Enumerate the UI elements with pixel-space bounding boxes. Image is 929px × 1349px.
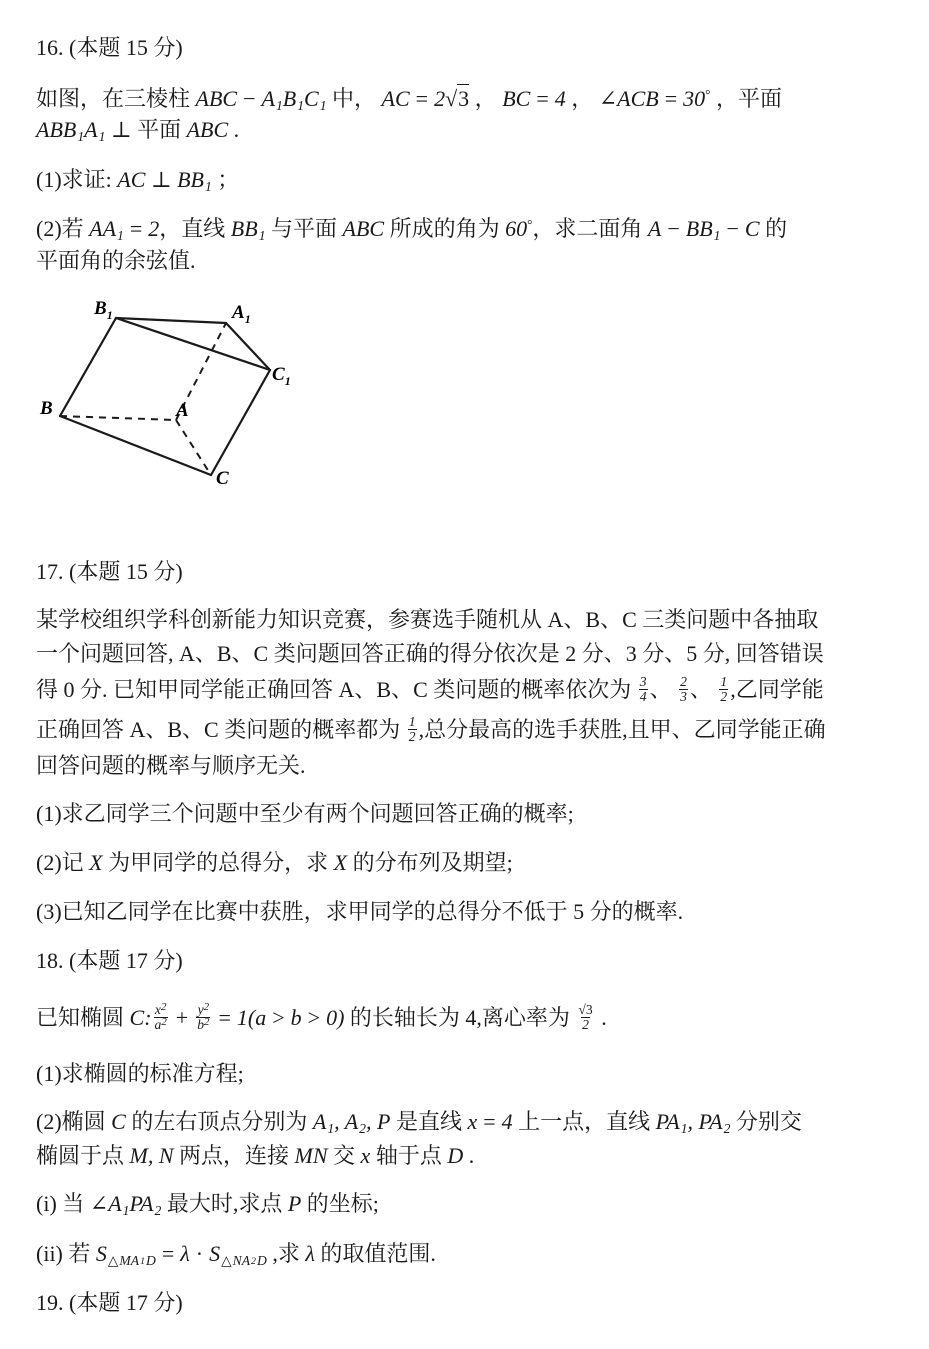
q18-pi-a: (i) 当 <box>36 1191 85 1216</box>
label-c: C <box>216 468 229 489</box>
q16-p2-mid3: 所成的角为 <box>389 216 500 241</box>
q18-mn2: MN <box>294 1143 328 1168</box>
q18-part-ii <box>36 1240 436 1273</box>
q18-p2a: (2)椭圆 <box>36 1109 106 1134</box>
q16-p2-end: 的 <box>765 216 788 241</box>
q18-point-d: D <box>447 1143 464 1168</box>
label-a: A <box>176 400 189 421</box>
q16-line-2: ABB1A1 ⊥ 平面 ABC . <box>36 117 240 145</box>
q18-pts: A1, A2, P <box>312 1109 391 1137</box>
edge-b-a <box>60 416 176 420</box>
q18-line-2 <box>36 1142 474 1170</box>
edge-b-c <box>60 416 211 475</box>
q18-pii-b: ,求 <box>272 1241 300 1266</box>
frac-1-2-b: $\frac{1}{2}$ <box>408 714 416 745</box>
q18-p2b: 的左右顶点分别为 <box>131 1109 308 1134</box>
q18-pii-a: (ii) 若 <box>36 1241 91 1266</box>
q18-pii-lambda: λ <box>305 1241 315 1266</box>
q16-line-1: 如图，在三棱柱 ABC − A1B1C1 中， AC = 2√3 ， BC = 4 ， ∠ACB = 30° ，平面 <box>36 86 782 114</box>
label-b1: $B_1$ <box>94 298 113 322</box>
edge-a-c <box>176 420 211 475</box>
q16-p2-mid1: ，直线 <box>159 216 226 241</box>
q16-part-1 <box>36 166 239 197</box>
q16-cond-angle: ∠ACB = 30° <box>598 86 711 111</box>
label-c1: $C_1$ <box>272 364 291 388</box>
q16-p2-angle: 60° <box>505 216 533 241</box>
q16-p1-label: (1)求证: <box>36 167 112 192</box>
q18-l2e: . <box>468 1143 475 1168</box>
q18-p2c: 是直线 <box>395 1109 462 1134</box>
q16-header: 16. (本题 15 分) <box>36 35 183 60</box>
q18-var-c: C <box>111 1109 126 1134</box>
q18-header: 18. (本题 17 分) <box>36 948 183 973</box>
q17-line-4a: 正确回答 A、B、C 类问题的概率都为 <box>36 717 401 742</box>
q18-lines: PA1, PA2 <box>655 1109 731 1137</box>
q17-line-3: 得 0 分. 已知甲同学能正确回答 A、B、C 类问题的概率依次为 $\frac{3}{4}$ 、 $\frac{2}{3}$ 、 $\frac{1}{2}$ ,乙同学能 <box>36 674 824 705</box>
q18-pii-c: 的取值范围. <box>320 1241 436 1266</box>
q18-l2a: 椭圆于点 <box>36 1143 125 1168</box>
q17-part-1: (1)求乙同学三个问题中至少有两个问题回答正确的概率; <box>36 801 574 826</box>
edge-c-c1 <box>211 370 270 475</box>
q18-l2b: 两点，连接 <box>179 1143 290 1168</box>
q16-p2-mid4: ，求二面角 <box>532 216 643 241</box>
q17-header: 17. (本题 15 分) <box>36 559 183 584</box>
q18-line-1 <box>36 1000 607 1035</box>
q16-cond-bc: BC = 4 <box>502 86 566 111</box>
q18-pi-p: P <box>287 1191 302 1216</box>
q17-line-1: 某学校组织学科创新能力知识竞赛，参赛选手随机从 A、B、C 三类问题中各抽取 <box>36 607 819 632</box>
q17-var-x: X <box>89 850 103 875</box>
frac-2-3: $\frac{2}{3}$ <box>680 674 687 705</box>
q16-intro-3: ，平面 <box>715 86 782 111</box>
q18-ellipse: C: $\frac{x^2}{a^2}$ + $\frac{y^2}{b^2}$ = 1(a > b > 0) <box>129 1000 345 1033</box>
q16-p2-label: (2)若 <box>36 216 84 241</box>
q18-l2d: 轴于点 <box>375 1143 442 1168</box>
q16-p2-line-2: 平面角的余弦值. <box>36 248 196 273</box>
q18-mn: M, N <box>129 1143 174 1168</box>
q18-l2c: 交 <box>333 1143 356 1168</box>
q17-var-x-2: X <box>333 850 348 875</box>
q16-p2-bb1: BB1 <box>230 216 266 244</box>
q18-part-i <box>36 1190 379 1221</box>
q17-line-3b: ,乙同学能 <box>730 677 824 702</box>
q16-part-2 <box>36 215 787 246</box>
q16-p2-abc: ABC <box>342 216 385 241</box>
q16-p1-expr: AC ⊥ BB1 <box>117 167 212 195</box>
q17-line-2: 一个问题回答, A、B、C 类问题回答正确的得分依次是 2 分、3 分、5 分, 回答错误 <box>36 641 824 666</box>
q16-p1-end: ； <box>217 167 240 192</box>
q17-line-5: 回答问题的概率与顺序无关. <box>36 753 306 778</box>
q17-p2c: 的分布列及期望; <box>352 850 513 875</box>
q16-p2-dihedral: A − BB1 − C <box>647 216 760 244</box>
q16-prism: ABC − A1B1C1 <box>195 86 327 114</box>
edge-b1-a1 <box>116 318 226 323</box>
q18-line-x4: x = 4 <box>467 1109 513 1134</box>
q18-pi-c: 的坐标; <box>306 1191 379 1216</box>
q18-part-1: (1)求椭圆的标准方程; <box>36 1061 244 1086</box>
q18-pi-angle: ∠A1PA2 <box>89 1191 162 1219</box>
q18-part-2 <box>36 1108 802 1139</box>
q17-part-2 <box>36 849 513 877</box>
q17-line-3a: 得 0 分. 已知甲同学能正确回答 A、B、C 类问题的概率依次为 <box>36 677 632 702</box>
frac-3-4: $\frac{3}{4}$ <box>639 674 647 705</box>
q18-p2e: 分别交 <box>735 1109 802 1134</box>
q17-p2a: (2)记 <box>36 850 84 875</box>
edge-b-b1 <box>60 318 116 416</box>
frac-1-2: $\frac{1}{2}$ <box>720 674 728 705</box>
label-b: B <box>40 398 53 419</box>
q18-pii-expr: S△MA1D = λ · S△NA2D <box>95 1241 267 1269</box>
q16-cond-ac: AC = 2√3 <box>381 86 470 111</box>
q16-intro-1: 如图，在三棱柱 <box>36 86 191 111</box>
q17-line-4b: ,总分最高的选手获胜,且甲、乙同学能正确 <box>418 717 826 742</box>
q18-line-1b: 的长轴长为 4,离心率为 <box>349 1005 570 1030</box>
q18-pi-b: 最大时,求点 <box>166 1191 283 1216</box>
q19-header: 19. (本题 17 分) <box>36 1290 183 1315</box>
label-a1: $A_1$ <box>232 302 251 326</box>
q17-p2b: 为甲同学的总得分，求 <box>108 850 329 875</box>
frac-sqrt3-2: $\frac{√3}{2}$ <box>578 1002 593 1033</box>
q17-line-4 <box>36 716 826 747</box>
q16-p2-mid2: 与平面 <box>271 216 338 241</box>
q18-line-1a: 已知椭圆 <box>36 1005 125 1030</box>
q16-intro-2: 中， <box>332 86 377 111</box>
q17-part-3: (3)已知乙同学在比赛中获胜，求甲同学的总得分不低于 5 分的概率. <box>36 899 684 924</box>
q18-x-axis: x <box>360 1143 371 1168</box>
q18-line-1c: . <box>601 1005 607 1030</box>
q16-p2-aa1: AA1 = 2 <box>89 216 160 244</box>
q18-p2d: 上一点，直线 <box>518 1109 651 1134</box>
prism-figure <box>36 290 306 495</box>
